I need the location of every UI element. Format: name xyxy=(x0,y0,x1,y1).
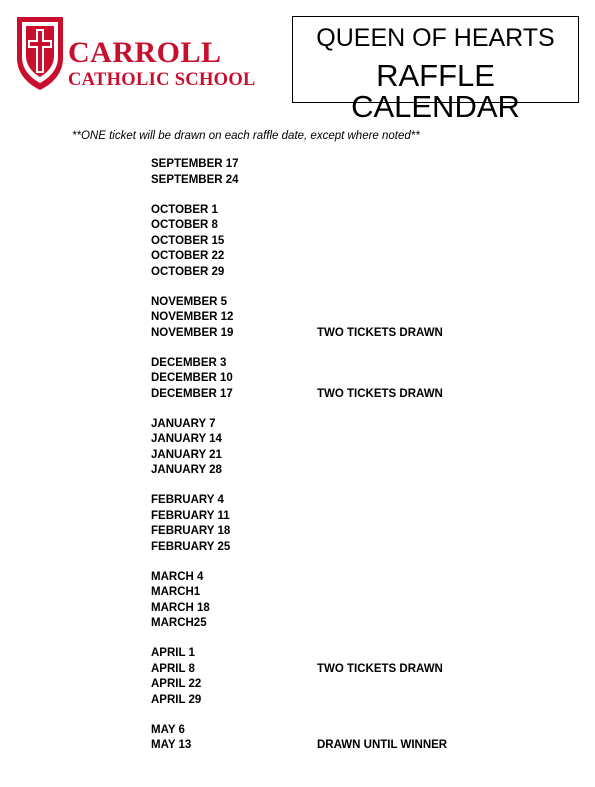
raffle-date: JANUARY 7 xyxy=(151,417,216,430)
title-line-2: RAFFLE CALENDAR xyxy=(351,58,520,124)
raffle-date: FEBRUARY 11 xyxy=(151,509,230,522)
raffle-date: SEPTEMBER 17 xyxy=(151,158,239,170)
logo-name: CARROLL xyxy=(68,36,222,69)
raffle-date: FEBRUARY 25 xyxy=(151,540,231,553)
raffle-date: OCTOBER 29 xyxy=(151,265,225,278)
raffle-date: DECEMBER 10 xyxy=(151,372,233,384)
raffle-date: MARCH 18 xyxy=(151,601,210,614)
raffle-date: JANUARY 28 xyxy=(151,464,222,476)
raffle-date: DECEMBER 3 xyxy=(151,356,227,369)
school-logo xyxy=(14,14,264,94)
raffle-date: APRIL 8 xyxy=(151,662,195,675)
raffle-date: MAY 6 xyxy=(151,723,185,736)
raffle-date: JANUARY 14 xyxy=(151,433,222,445)
logo-subtitle: CATHOLIC SCHOOL xyxy=(68,70,256,90)
raffle-date: NOVEMBER 19 xyxy=(151,326,234,339)
raffle-date: NOVEMBER 12 xyxy=(151,311,234,323)
raffle-date: APRIL 29 xyxy=(151,693,202,706)
draw-note: TWO TICKETS DRAWN xyxy=(317,326,443,339)
raffle-date: MARCH25 xyxy=(151,617,207,629)
raffle-date: FEBRUARY 4 xyxy=(151,494,224,506)
raffle-date: OCTOBER 22 xyxy=(151,250,225,262)
title-line-1: QUEEN OF HEARTS xyxy=(316,24,555,52)
draw-note: DRAWN UNTIL WINNER xyxy=(317,739,448,751)
raffle-note: **ONE ticket will be drawn on each raffle date, except where noted** xyxy=(72,130,420,142)
raffle-date: OCTOBER 15 xyxy=(151,234,225,247)
raffle-date: DECEMBER 17 xyxy=(151,387,233,400)
raffle-date: NOVEMBER 5 xyxy=(151,295,228,308)
title-box xyxy=(292,16,579,124)
raffle-date: MARCH1 xyxy=(151,586,201,598)
raffle-date: OCTOBER 8 xyxy=(151,219,218,231)
draw-note: TWO TICKETS DRAWN xyxy=(317,662,443,675)
raffle-date: OCTOBER 1 xyxy=(151,203,218,216)
raffle-date: APRIL 1 xyxy=(151,647,195,659)
draw-note: TWO TICKETS DRAWN xyxy=(317,387,443,400)
raffle-date: FEBRUARY 18 xyxy=(151,525,231,537)
raffle-date: MAY 13 xyxy=(151,739,192,751)
shield-cross-icon xyxy=(14,14,66,92)
raffle-date: JANUARY 21 xyxy=(151,448,222,461)
raffle-date: MARCH 4 xyxy=(151,570,204,583)
raffle-date: APRIL 22 xyxy=(151,678,202,690)
raffle-date: SEPTEMBER 24 xyxy=(151,173,239,186)
